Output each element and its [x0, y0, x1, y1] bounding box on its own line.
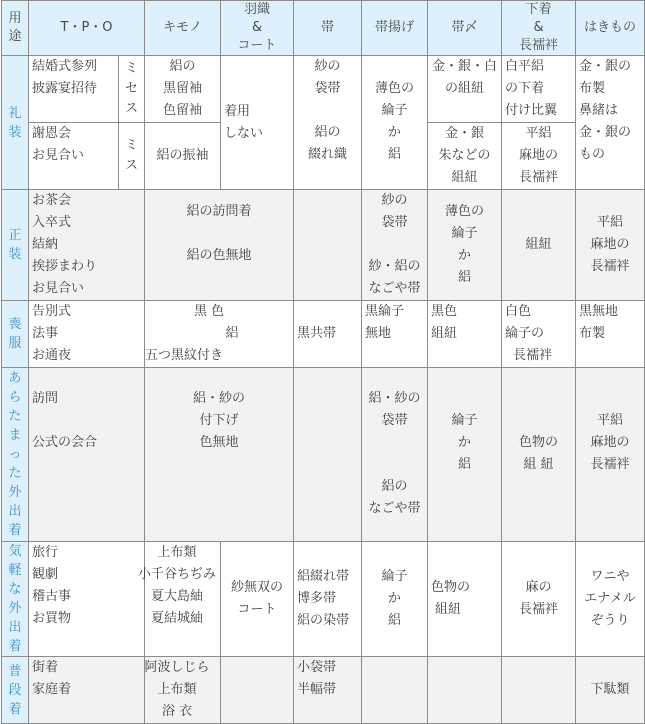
- header-row: [2, 1, 645, 56]
- reisou-shitagi-misesu: 白平絽 の下着 付け比翼: [502, 56, 576, 123]
- mofuku-hakimono: 黒無地 布製: [576, 301, 645, 368]
- fudan-hakimono: 下駄類: [576, 657, 645, 724]
- mofuku-shitagi: 白色 綸子の 長襦袢: [502, 301, 576, 368]
- seisou-obijime: 組紐: [502, 190, 576, 301]
- reisou-obi: 紗の 袋帯 絽の 綴れ織: [294, 56, 362, 190]
- kigaru-shitagi: 麻の 長襦袢: [502, 542, 576, 657]
- header-hakimono: はきもの: [576, 1, 645, 56]
- mofuku-obijime: 黒色 組紐: [428, 301, 502, 368]
- aratamatta-kimono: 絽・紗の 付下げ 色無地: [145, 368, 294, 542]
- fudan-haori: [221, 657, 294, 724]
- category-kigaru: 気軽な外出着: [2, 542, 29, 657]
- kigaru-obiage: 綸子 か 絽: [362, 542, 428, 657]
- kigaru-obijime: 色物の 組紐: [428, 542, 502, 657]
- reisou-obijime-misesu: 金・銀・白 の組紐: [428, 56, 502, 123]
- seisou-shitagi: 平絽 麻地の 長襦袢: [576, 190, 645, 301]
- reisou-sub-misu: ミス: [119, 123, 145, 190]
- header-shitagi-nagajuban: 下着 & 長襦袢: [502, 1, 576, 56]
- seisou-tpo: お茶会 入卒式 結納 挨拶まわり お見合い: [29, 190, 145, 301]
- reisou-obijime-misu: 金・銀 朱などの 組紐: [428, 123, 502, 190]
- row-aratamatta: [2, 368, 645, 542]
- fudan-obi: 小袋帯 半幅帯: [294, 657, 362, 724]
- fudan-shitagi: [502, 657, 576, 724]
- reisou-haori: 着用 しない: [221, 56, 294, 190]
- kigaru-obi: 絽綴れ帯 博多帯 絽の染帯: [294, 542, 362, 657]
- category-seisou: 正装: [2, 190, 29, 301]
- header-obi: 帯: [294, 1, 362, 56]
- header-tpo: T・P・O: [29, 1, 145, 56]
- mofuku-kimono: 黒 色 絽 五つ黒紋付き: [145, 301, 294, 368]
- kigaru-haori: 紗無双の コート: [221, 542, 294, 657]
- seisou-haori: [294, 190, 362, 301]
- aratamatta-tpo: 訪問 公式の会合: [29, 368, 145, 542]
- reisou-tpo-b: 謝恩会 お見合い: [29, 123, 119, 190]
- reisou-obiage: 薄色の 綸子 か 絽: [362, 56, 428, 190]
- aratamatta-obiage: 綸子 か 絽: [428, 368, 502, 542]
- header-obijime: 帯〆: [428, 1, 502, 56]
- row-mofuku: [2, 301, 645, 368]
- kigaru-kimono: 上布類 小千谷ちぢみ 夏大島紬 夏結城紬: [145, 542, 221, 657]
- aratamatta-obijime: 色物の 組 紐: [502, 368, 576, 542]
- kigaru-tpo: 旅行 観劇 稽古事 お買物: [29, 542, 145, 657]
- reisou-sub-misesu: ミセス: [119, 56, 145, 123]
- reisou-tpo-a: 結婚式参列 披露宴招待: [29, 56, 119, 123]
- fudan-tpo: 街着 家庭着: [29, 657, 145, 724]
- kigaru-hakimono: ワニや エナメル ぞうり: [576, 542, 645, 657]
- reisou-kimono-misesu: 絽の 黒留袖 色留袖: [145, 56, 221, 123]
- row-seisou: [2, 190, 645, 301]
- row-fudan: [2, 657, 645, 724]
- mofuku-tpo: 告別式 法事 お通夜: [29, 301, 145, 368]
- header-yoto: 用途: [2, 1, 29, 56]
- seisou-obi: 紗の 袋帯 紗・絽の なごや帯: [362, 190, 428, 301]
- reisou-kimono-misu: 絽の振袖: [145, 123, 221, 190]
- fudan-obijime: [428, 657, 502, 724]
- header-haori-coat: 羽織 & コート: [221, 1, 294, 56]
- header-obiage: 帯揚げ: [362, 1, 428, 56]
- aratamatta-obi: 絽・紗の 袋帯 絽の なごや帯: [362, 368, 428, 542]
- aratamatta-haori: [294, 368, 362, 542]
- category-fudan: 普段着: [2, 657, 29, 724]
- category-mofuku: 喪服: [2, 301, 29, 368]
- row-kigaru: [2, 542, 645, 657]
- row-reisou-misesu: [2, 56, 645, 123]
- seisou-kimono: 絽の訪問着 絽の色無地: [145, 190, 294, 301]
- kimono-tpo-table: [1, 0, 645, 724]
- mofuku-obiage: 黒綸子 無地: [362, 301, 428, 368]
- category-reisou: 礼装: [2, 56, 29, 190]
- aratamatta-shitagi: 平絽 麻地の 長襦袢: [576, 368, 645, 542]
- mofuku-obi: 黒共帯: [294, 301, 362, 368]
- fudan-kimono: 阿波しじら 上布類 浴 衣: [145, 657, 221, 724]
- fudan-obiage: [362, 657, 428, 724]
- header-kimono: キモノ: [145, 1, 221, 56]
- reisou-hakimono: 金・銀の 布製 鼻緒は 金・銀の もの: [576, 56, 645, 190]
- reisou-shitagi-misu: 平絽 麻地の 長襦袢: [502, 123, 576, 190]
- seisou-obiage: 薄色の 綸子 か 絽: [428, 190, 502, 301]
- category-aratamatta: あらたまった外出着: [2, 368, 29, 542]
